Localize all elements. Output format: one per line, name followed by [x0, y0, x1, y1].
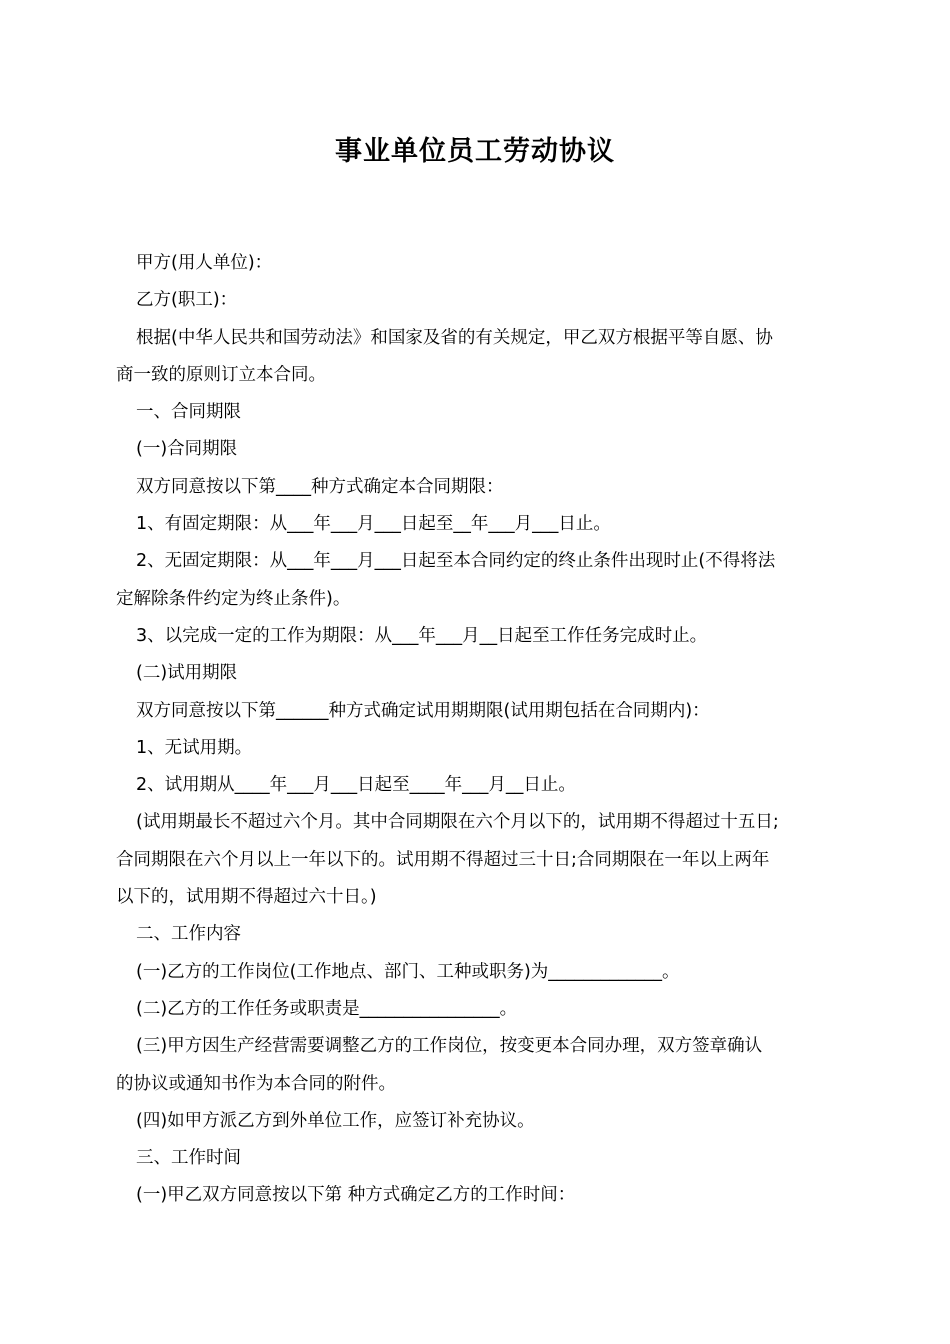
document-line: 双方同意按以下第______种方式确定试用期期限(试用期包括在合同期内)： — [136, 700, 710, 721]
document-line: 定解除条件约定为终止条件)。 — [116, 588, 351, 609]
document-line: 1、有固定期限：从___年___月___日起至__年___月___日止。 — [136, 514, 611, 535]
document-line: (三)甲方因生产经营需要调整乙方的工作岗位，按变更本合同办理，双方签章确认 — [136, 1036, 763, 1057]
document-line: 3、以完成一定的工作为期限：从___年___月__日起至工作任务完成时止。 — [136, 625, 708, 646]
document-line: 1、无试用期。 — [136, 737, 253, 758]
document-line: 双方同意按以下第____种方式确定本合同期限： — [136, 476, 504, 497]
document-line: (二)乙方的工作任务或职责是________________。 — [136, 998, 518, 1019]
document-body — [116, 245, 836, 1215]
document-line: 合同期限在六个月以上一年以下的。试用期不得超过三十日;合同期限在一年以上两年 — [116, 849, 770, 870]
document-line: (试用期最长不超过六个月。其中合同期限在六个月以下的，试用期不得超过十五日; — [136, 812, 779, 833]
document-line: 根据(中华人民共和国劳动法》和国家及省的有关规定，甲乙双方根据平等自愿、协 — [136, 327, 773, 348]
document-line: (四)如甲方派乙方到外单位工作，应签订补充协议。 — [136, 1110, 535, 1131]
document-line: 二、工作内容 — [136, 924, 241, 945]
document-line: 乙方(职工)： — [136, 290, 238, 311]
document-line: 商一致的原则订立本合同。 — [116, 364, 326, 385]
document-line: 一、合同期限 — [136, 402, 241, 423]
document-line: 三、工作时间 — [136, 1148, 241, 1169]
document-line: (二)试用期限 — [136, 663, 238, 684]
document-line: 甲方(用人单位)： — [136, 253, 273, 273]
document-line: (一)甲乙双方同意按以下第 种方式确定乙方的工作时间： — [136, 1185, 576, 1206]
document-line: 的协议或通知书作为本合同的附件。 — [116, 1073, 396, 1094]
document-line: 以下的，试用期不得超过六十日。) — [116, 887, 377, 908]
document-line: 2、试用期从____年___月___日起至____年___月__日止。 — [136, 775, 576, 796]
document-line: 2、无固定期限：从___年___月___日起至本合同约定的终止条件出现时止(不得将法 — [136, 551, 776, 572]
document-line: (一)乙方的工作岗位(工作地点、部门、工种或职务)为_____________。 — [136, 961, 680, 982]
document-line: (一)合同期限 — [136, 439, 238, 460]
document-title: 事业单位员工劳动协议 — [335, 136, 615, 167]
